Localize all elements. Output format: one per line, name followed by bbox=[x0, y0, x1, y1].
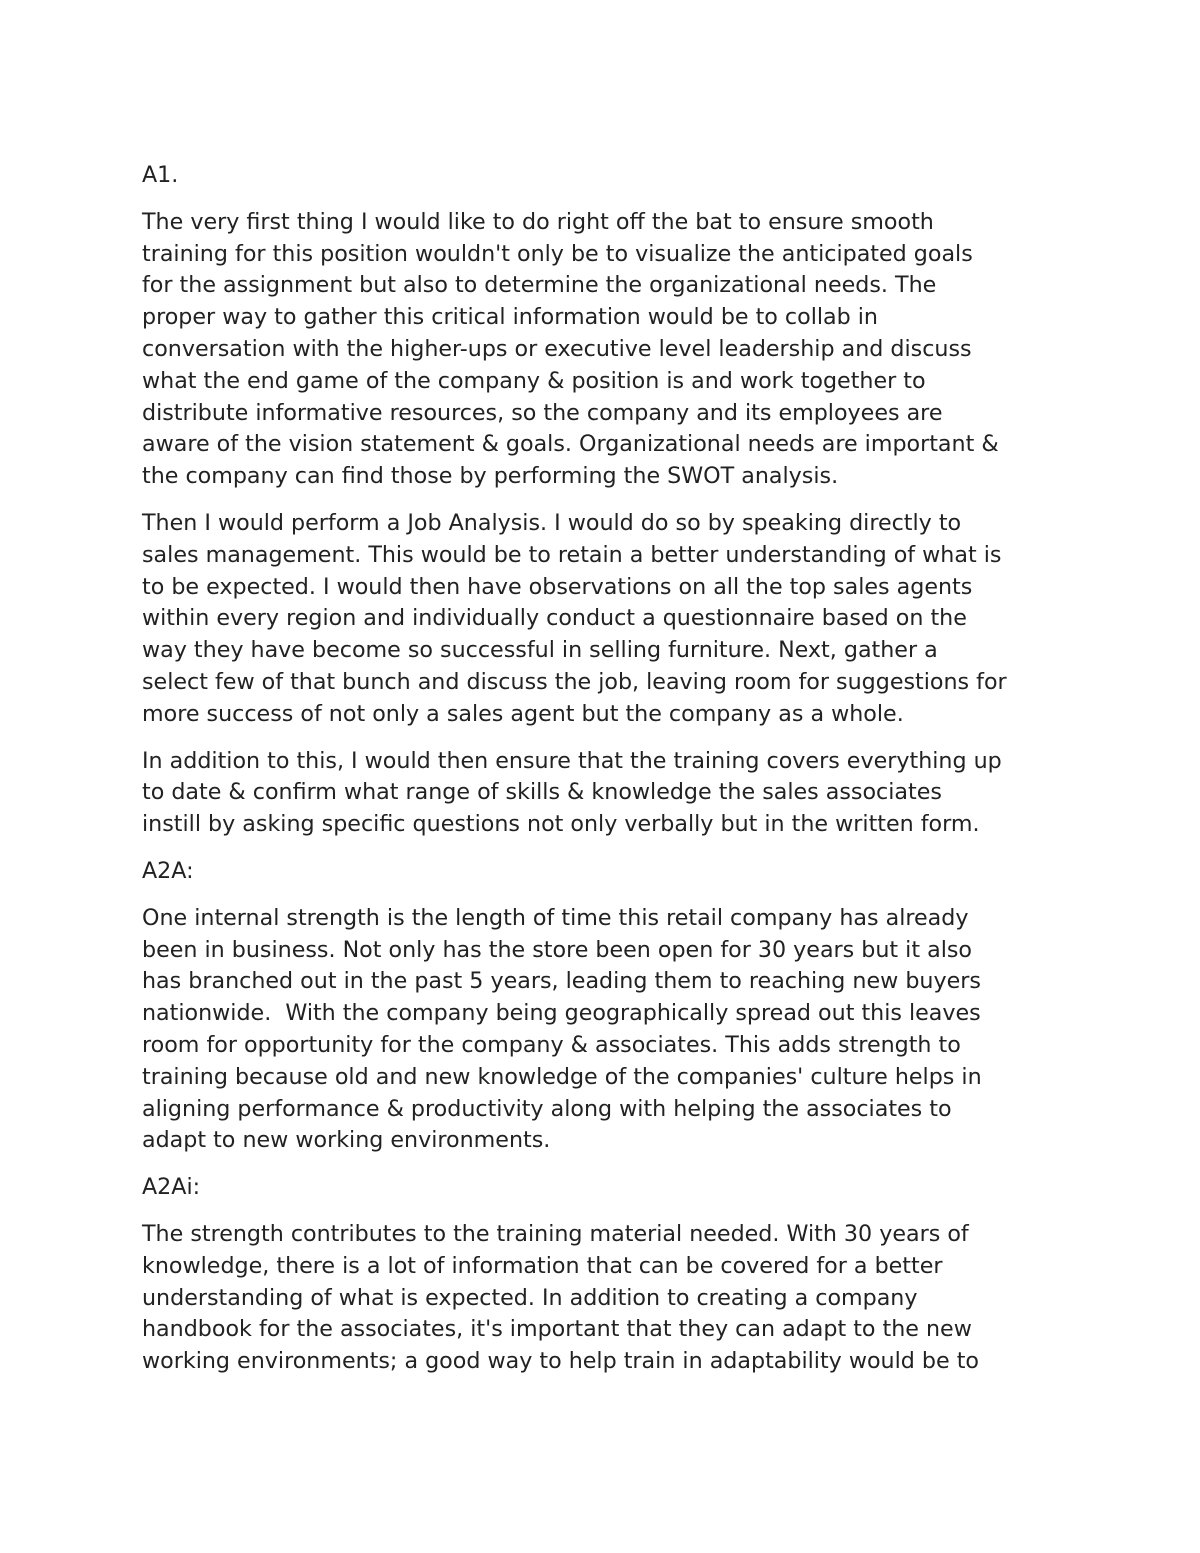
text-line: A1. bbox=[142, 162, 179, 188]
text-line: the company can find those by performing the SWOT analysis. bbox=[142, 463, 839, 490]
text-line: for the assignment but also to determine the organizational needs. The bbox=[142, 272, 937, 299]
text-line: what the end game of the company & position is and work together to bbox=[142, 367, 926, 394]
text-line: conversation with the higher-ups or executive level leadership and discuss bbox=[142, 335, 972, 362]
text-line: training for this position wouldn't only be to visualize the anticipated goals bbox=[142, 240, 973, 267]
paragraph bbox=[142, 207, 1082, 493]
text-line: understanding of what is expected. In addition to creating a company bbox=[142, 1284, 918, 1311]
text-line: training because old and new knowledge of the companies' culture helps in bbox=[142, 1063, 982, 1090]
text-line: more success of not only a sales agent but the company as a whole. bbox=[142, 700, 904, 727]
section-heading bbox=[142, 1172, 1082, 1204]
paragraph bbox=[142, 746, 1082, 841]
paragraph bbox=[142, 1219, 1082, 1378]
text-line: In addition to this, I would then ensure that the training covers everything up bbox=[142, 747, 1002, 774]
document-body bbox=[142, 160, 1082, 1393]
text-line: proper way to gather this critical information would be to collab in bbox=[142, 304, 878, 331]
text-line: nationwide. With the company being geographically spread out this leaves bbox=[142, 1000, 981, 1027]
section-heading bbox=[142, 856, 1082, 888]
text-line: aligning performance & productivity along with helping the associates to bbox=[142, 1095, 952, 1122]
text-line: handbook for the associates, it's important that they can adapt to the new bbox=[142, 1316, 972, 1343]
text-line: A2A: bbox=[142, 857, 194, 884]
text-line: to date & confirm what range of skills & knowledge the sales associates bbox=[142, 779, 942, 806]
paragraph bbox=[142, 508, 1082, 731]
text-line: select few of that bunch and discuss the job, leaving room for suggestions for bbox=[142, 668, 1007, 695]
text-line: way they have become so successful in selling furniture. Next, gather a bbox=[142, 637, 938, 664]
text-line: to be expected. I would then have observations on all the top sales agents bbox=[142, 573, 973, 600]
section-heading bbox=[142, 160, 1082, 192]
text-line: Then I would perform a Job Analysis. I would do so by speaking directly to bbox=[142, 509, 962, 536]
paragraph bbox=[142, 903, 1082, 1157]
text-line: The strength contributes to the training material needed. With 30 years of bbox=[142, 1220, 969, 1247]
text-line: adapt to new working environments. bbox=[142, 1127, 551, 1154]
text-line: A2Ai: bbox=[142, 1174, 201, 1201]
text-line: The very first thing I would like to do right off the bat to ensure smooth bbox=[142, 208, 934, 235]
text-line: within every region and individually conduct a questionnaire based on the bbox=[142, 605, 967, 632]
text-line: knowledge, there is a lot of information that can be covered for a better bbox=[142, 1252, 943, 1279]
text-line: instill by asking specific questions not only verbally but in the written form. bbox=[142, 811, 980, 838]
text-line: working environments; a good way to help train in adaptability would be to bbox=[142, 1348, 979, 1375]
text-line: One internal strength is the length of time this retail company has already bbox=[142, 904, 969, 931]
text-line: been in business. Not only has the store been open for 30 years but it also bbox=[142, 936, 972, 963]
text-line: room for opportunity for the company & associates. This adds strength to bbox=[142, 1031, 961, 1058]
text-line: sales management. This would be to retain a better understanding of what is bbox=[142, 541, 1002, 568]
text-line: has branched out in the past 5 years, leading them to reaching new buyers bbox=[142, 968, 981, 995]
text-line: aware of the vision statement & goals. Organizational needs are important & bbox=[142, 431, 999, 458]
text-line: distribute informative resources, so the company and its employees are bbox=[142, 399, 943, 426]
